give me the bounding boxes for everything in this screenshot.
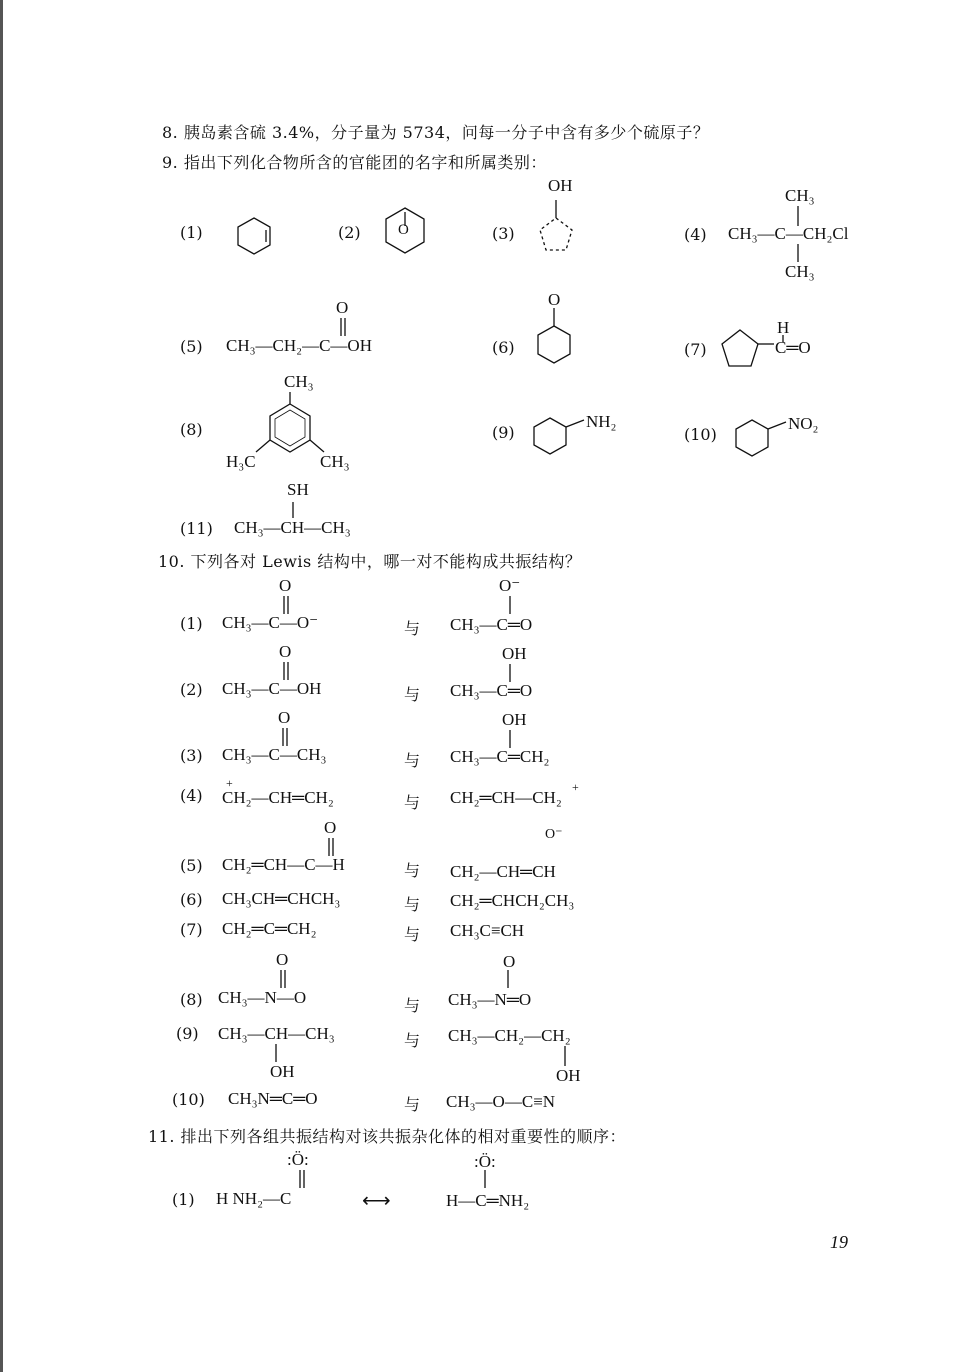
q10-2-with: 与	[404, 685, 421, 704]
ether-oxygen-label: O	[398, 222, 409, 238]
q10-5-right: CH₂—CH═CH	[450, 862, 556, 881]
q11-1-right: H—C═NH₂	[446, 1191, 530, 1210]
q9-11-formula: CH₃—CH—CH₃	[234, 518, 351, 537]
q10-5-left-top: O	[324, 818, 337, 837]
q9-item-3-number: (3)	[492, 224, 515, 243]
question-9: 9. 指出下列化合物所含的官能团的名字和所属类别：	[162, 153, 547, 172]
q10-7-left: CH₂═C═CH₂	[222, 919, 317, 938]
q10-1-left-top: O	[279, 576, 292, 595]
q9-9-amino: NH₂	[586, 412, 617, 431]
cyclohexene-ring	[238, 218, 270, 254]
q10-1-number: (1)	[180, 614, 203, 633]
q10-6-right: CH₂═CHCH₂CH₃	[450, 891, 575, 910]
question-11: 11. 排出下列各组共振结构对该共振杂化体的相对重要性的顺序：	[148, 1127, 627, 1146]
q10-10-left: CH₃N═C═O	[228, 1089, 318, 1108]
q10-1-right: CH₃—C═O	[450, 615, 533, 634]
q9-item-10-number: (10)	[684, 425, 717, 444]
q10-2-left-top: O	[279, 642, 292, 661]
q9-item-6-number: (6)	[492, 338, 515, 357]
cyclopentane-ring	[540, 218, 572, 250]
q10-4-left-charge: +	[226, 776, 233, 790]
q10-4-right: CH₂═CH—CH₂	[450, 788, 562, 807]
q9-8-top-methyl: CH₃	[284, 372, 314, 391]
q9-7-formula: C═O	[775, 338, 811, 357]
q10-6-number: (6)	[180, 890, 203, 909]
q9-4-formula: CH₃—C—CH₂Cl	[728, 224, 849, 243]
q9-3-hydroxyl: OH	[548, 176, 573, 195]
q9-4-bottom-methyl: CH₃	[785, 262, 815, 281]
q10-5-number: (5)	[180, 856, 203, 875]
q10-9-right-hydroxyl: OH	[556, 1066, 581, 1085]
q10-8-with: 与	[404, 996, 421, 1015]
q9-4-top-methyl: CH₃	[785, 186, 815, 205]
q9-item-7-number: (7)	[684, 340, 707, 359]
q10-3-with: 与	[404, 751, 421, 770]
q9-8-right-methyl: CH₃	[320, 452, 350, 471]
q9-10-nitro: NO₂	[788, 414, 819, 433]
q9-item-11-number: (11)	[180, 519, 213, 538]
cyclohexanone-ring	[538, 326, 570, 363]
q10-3-left: CH₃—C—CH₃	[222, 745, 327, 764]
q10-9-right: CH₃—CH₂—CH₂	[448, 1026, 571, 1045]
benzene-ring-9	[534, 418, 566, 454]
q10-9-number: (9)	[176, 1024, 199, 1043]
cyclopentyl-ring	[722, 330, 758, 366]
question-8: 8. 胰岛素含硫 3.4%，分子量为 5734，问每一分子中含有多少个硫原子？	[162, 123, 710, 142]
benzene-ring-10	[736, 420, 768, 456]
q10-2-left: CH₃—C—OH	[222, 679, 322, 698]
q9-6-oxygen: O	[548, 290, 561, 309]
q10-1-left: CH₃—C—O⁻	[222, 613, 319, 632]
q11-1-left: H NH₂—C	[216, 1189, 292, 1208]
q10-3-right: CH₃—C═CH₂	[450, 747, 550, 766]
q10-5-right-top: O⁻	[545, 827, 563, 842]
q10-5-left: CH₂═CH—C—H	[222, 855, 345, 874]
q11-1-left-top: :Ö:	[287, 1150, 309, 1169]
q9-5-formula: CH₃—CH₂—C—OH	[226, 336, 372, 355]
q10-10-with: 与	[404, 1095, 421, 1114]
q10-8-left: CH₃—N—O	[218, 988, 307, 1007]
q10-8-number: (8)	[180, 990, 203, 1009]
q10-2-right: CH₃—C═O	[450, 681, 533, 700]
q9-item-5-number: (5)	[180, 337, 203, 356]
q10-8-right: CH₃—N═O	[448, 990, 532, 1009]
q10-3-number: (3)	[180, 746, 203, 765]
q10-10-right: CH₃—O—C≡N	[446, 1092, 556, 1111]
q10-9-with: 与	[404, 1031, 421, 1050]
q10-6-left: CH₃CH═CHCH₃	[222, 889, 341, 908]
resonance-arrow-icon: ⟷	[362, 1190, 391, 1212]
q10-9-left-hydroxyl: OH	[270, 1062, 295, 1081]
q11-1-right-top: :Ö:	[474, 1152, 496, 1171]
q10-8-right-top: O	[503, 952, 516, 971]
q10-1-right-top: O⁻	[499, 576, 521, 595]
q10-8-left-top: O	[276, 950, 289, 969]
q9-item-9-number: (9)	[492, 423, 515, 442]
q9-7-hydrogen: H	[777, 318, 790, 337]
q10-3-right-top: OH	[502, 710, 527, 729]
benzene-ring-8	[270, 404, 310, 452]
q9-item-2-number: (2)	[338, 223, 361, 242]
q9-item-8-number: (8)	[180, 420, 203, 439]
q9-11-thiol: SH	[287, 480, 309, 499]
q10-4-right-charge: +	[572, 780, 579, 794]
q10-4-with: 与	[404, 793, 421, 812]
q11-1-number: (1)	[172, 1190, 195, 1209]
q9-5-carbonyl-oxygen: O	[336, 298, 349, 317]
q10-7-right: CH₃C≡CH	[450, 921, 525, 940]
q9-item-1-number: (1)	[180, 223, 203, 242]
q10-2-right-top: OH	[502, 644, 527, 663]
q10-4-number: (4)	[180, 786, 203, 805]
question-10: 10. 下列各对 Lewis 结构中，哪一对不能构成共振结构？	[158, 552, 582, 571]
q9-8-left-methyl: H₃C	[226, 452, 256, 471]
q10-10-number: (10)	[172, 1090, 205, 1109]
q10-7-with: 与	[404, 925, 421, 944]
q10-7-number: (7)	[180, 920, 203, 939]
q10-6-with: 与	[404, 895, 421, 914]
q10-4-left: CH₂—CH═CH₂	[222, 788, 334, 807]
q10-1-with: 与	[404, 619, 421, 638]
q10-9-left: CH₃—CH—CH₃	[218, 1024, 335, 1043]
q10-2-number: (2)	[180, 680, 203, 699]
q10-5-with: 与	[404, 861, 421, 880]
page-number: 19	[830, 1232, 848, 1252]
q10-3-left-top: O	[278, 708, 291, 727]
q9-item-4-number: (4)	[684, 225, 707, 244]
